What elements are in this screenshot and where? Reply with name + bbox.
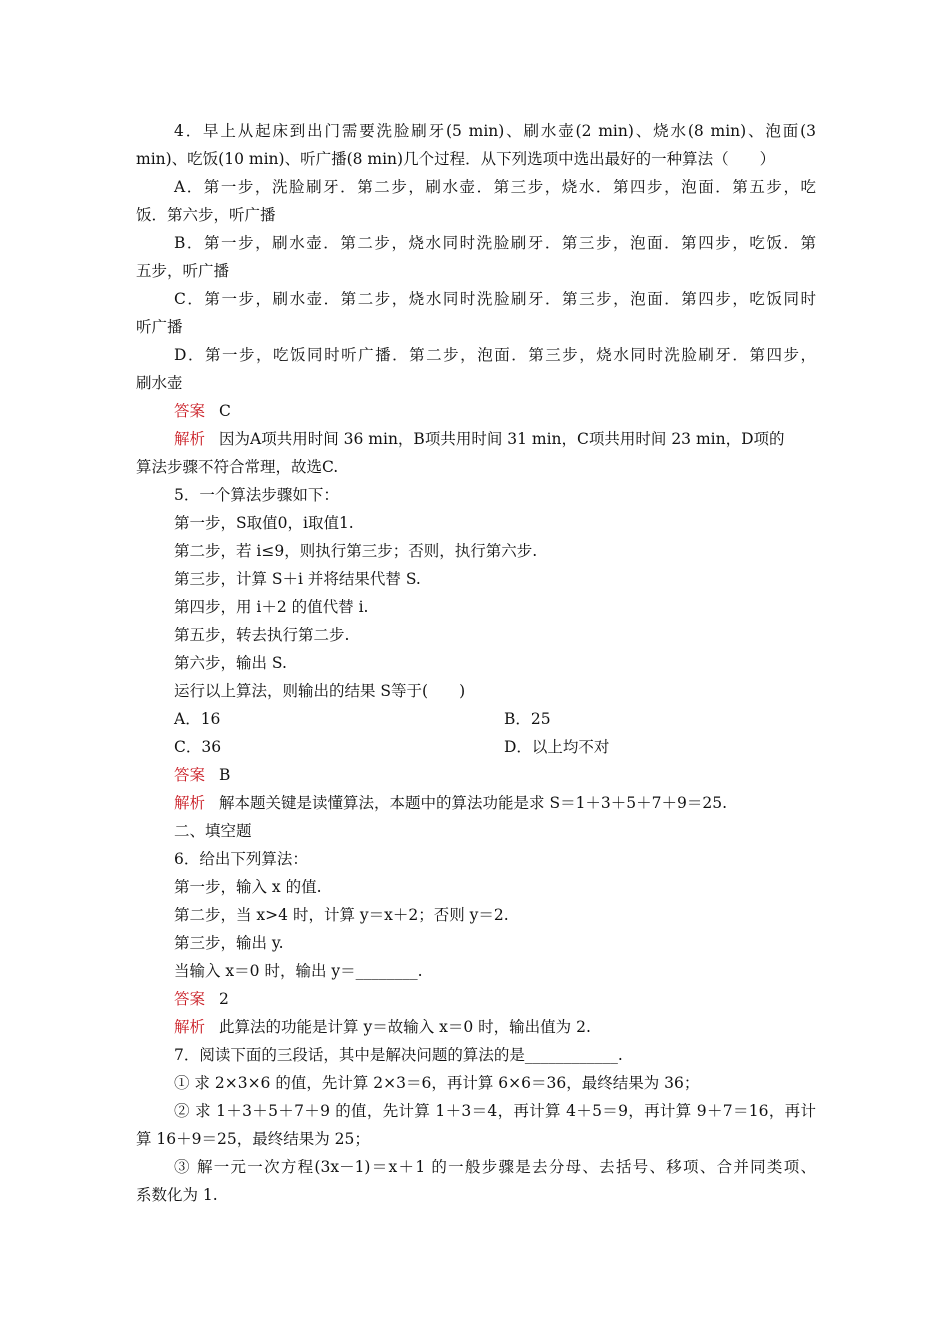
q4-option-b-line2: 五步，听广播: [136, 262, 230, 280]
analysis-text: 解本题关键是读懂算法，本题中的算法功能是求 S＝1＋3＋5＋7＋9＝25.: [219, 794, 728, 812]
q5-option-c: C．36: [174, 738, 222, 756]
q4-stem-line1: 4．早上从起床到出门需要洗脸刷牙(5 min)、刷水壶(2 min)、烧水(8 min)、泡面(3: [174, 122, 816, 140]
answer-value: B: [219, 766, 231, 784]
q6-analysis: [174, 1017, 816, 1037]
q6-answer: [174, 989, 816, 1009]
q7-item-2-line2: 算 16＋9＝25，最终结果为 25；: [136, 1130, 370, 1148]
q5-option-b: B．25: [504, 710, 551, 728]
q4-option-c-line2: 听广播: [136, 318, 183, 336]
section-heading: 二、填空题: [174, 822, 252, 840]
q7-item-3-line1: ③ 解一元一次方程(3x－1)＝x＋1 的一般步骤是去分母、去括号、移项、合并同类项、: [174, 1158, 816, 1176]
q4-analysis-line2: 算法步骤不符合常理，故选C.: [136, 458, 339, 476]
q7-item-2-line1: ② 求 1＋3＋5＋7＋9 的值，先计算 1＋3＝4，再计算 4＋5＝9，再计算 9＋7＝16，再计: [174, 1102, 816, 1120]
q6-step-2: 第二步，当 x>4 时，计算 y＝x＋2；否则 y＝2.: [174, 906, 509, 924]
q5-step-6: 第六步，输出 S.: [174, 654, 287, 672]
q5-question: 运行以上算法，则输出的结果 S等于( ): [174, 682, 466, 700]
q5-stem: 5．一个算法步骤如下：: [174, 486, 339, 504]
q5-step-1: 第一步，S取值0，i取值1.: [174, 514, 354, 532]
q6-stem: 6．给出下列算法：: [174, 850, 308, 868]
analysis-text: 因为A项共用时间 36 min，B项共用时间 31 min，C项共用时间 23 min，D项的: [219, 430, 785, 448]
q4-option-a-line1: A．第一步，洗脸刷牙．第二步，刷水壶．第三步，烧水．第四步，泡面．第五步，吃: [174, 178, 816, 196]
q7-item-1: ① 求 2×3×6 的值，先计算 2×3＝6，再计算 6×6＝36，最终结果为 36；: [174, 1074, 700, 1092]
q5-options-row1: [174, 709, 816, 729]
analysis-label: 解析: [174, 794, 206, 812]
q6-step-3: 第三步，输出 y.: [174, 934, 284, 952]
q6-question: 当输入 x＝0 时，输出 y＝________.: [174, 962, 423, 980]
answer-label: 答案: [174, 766, 206, 784]
q4-option-d-line1: D．第一步，吃饭同时听广播．第二步，泡面．第三步，烧水同时洗脸刷牙．第四步，: [174, 346, 816, 364]
q5-step-4: 第四步，用 i＋2 的值代替 i.: [174, 598, 369, 616]
q5-analysis: [174, 793, 816, 813]
analysis-label: 解析: [174, 1018, 206, 1036]
answer-value: C: [219, 402, 231, 420]
q4-option-c-line1: C．第一步，刷水壶．第二步，烧水同时洗脸刷牙．第三步，泡面．第四步，吃饭同时: [174, 290, 816, 308]
q4-option-d-line2: 刷水壶: [136, 374, 183, 392]
answer-label: 答案: [174, 402, 206, 420]
q5-step-2: 第二步，若 i≤9，则执行第三步；否则，执行第六步.: [174, 542, 538, 560]
q4-answer: [174, 401, 816, 421]
answer-label: 答案: [174, 990, 206, 1008]
q4-stem-line2: min)、吃饭(10 min)、听广播(8 min)几个过程．从下列选项中选出最好的一种算法（ ）: [136, 150, 776, 168]
q4-analysis-line1: [174, 429, 816, 449]
q7-stem: 7．阅读下面的三段话，其中是解决问题的算法的是____________.: [174, 1046, 623, 1064]
q4-option-a-line2: 饭．第六步，听广播: [136, 206, 276, 224]
q5-options-row2: [174, 737, 816, 757]
q5-step-5: 第五步，转去执行第二步.: [174, 626, 350, 644]
q4-option-b-line1: B．第一步，刷水壶．第二步，烧水同时洗脸刷牙．第三步，泡面．第四步，吃饭．第: [174, 234, 816, 252]
q5-answer: [174, 765, 816, 785]
q5-option-d: D．以上均不对: [504, 738, 610, 756]
analysis-text: 此算法的功能是计算 y＝故输入 x＝0 时，输出值为 2.: [219, 1018, 591, 1036]
analysis-label: 解析: [174, 430, 206, 448]
q5-step-3: 第三步，计算 S＋i 并将结果代替 S.: [174, 570, 421, 588]
q6-step-1: 第一步，输入 x 的值.: [174, 878, 322, 896]
q5-option-a: A．16: [174, 710, 221, 728]
answer-value: 2: [219, 990, 229, 1008]
q7-item-3-line2: 系数化为 1.: [136, 1186, 218, 1204]
